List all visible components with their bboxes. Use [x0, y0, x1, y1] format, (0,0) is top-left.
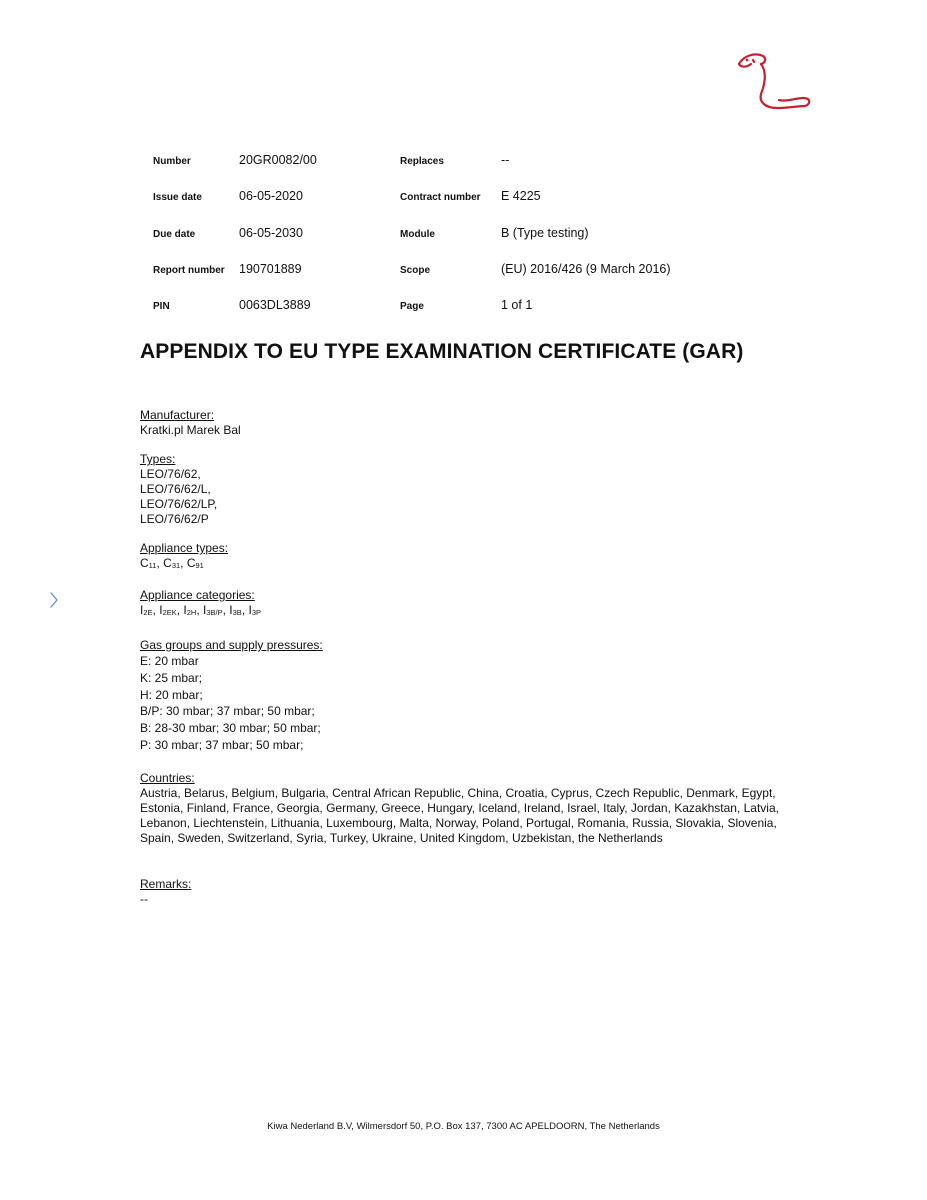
appliance-types-heading: Appliance types: — [140, 541, 229, 555]
issue-date-label: Issue date — [153, 192, 202, 203]
types-heading: Types: — [140, 452, 176, 466]
appliance-category-item: $I_{2H}$, — [183, 603, 204, 617]
contract-number-value: E 4225 — [501, 189, 541, 203]
due-date-label: Due date — [153, 229, 196, 240]
appliance-categories-heading: Appliance categories: — [140, 588, 255, 602]
type-item: LEO/76/62/L, — [140, 482, 211, 496]
issue-date-value: 06-05-2020 — [239, 189, 303, 203]
appliance-types-section — [140, 541, 228, 571]
footer-address: Kiwa Nederland B.V, Wilmersdorf 50, P.O. Box 137, 7300 AC APELDOORN, The Netherlands — [267, 1121, 660, 1132]
appliance-category-item: $I_{3B/P}$, — [203, 603, 230, 617]
appliance-type-item: $C_{91}$ — [186, 556, 204, 570]
appliance-category-item: $I_{3B}$, — [229, 603, 249, 617]
appliance-category-item: $I_{2EK}$, — [159, 603, 184, 617]
due-date-value: 06-05-2030 — [239, 226, 303, 240]
countries-section — [140, 771, 800, 846]
gas-group-item: P: 30 mbar; 37 mbar; 50 mbar; — [140, 737, 304, 752]
document-title: APPENDIX TO EU TYPE EXAMINATION CERTIFICATE (GAR) — [140, 340, 744, 363]
gas-group-item: K: 25 mbar; — [140, 670, 203, 685]
contract-number-label: Contract number — [400, 192, 481, 203]
countries-list: Austria, Belarus, Belgium, Bulgaria, Central African Republic, China, Croatia, Cyprus, Czech Republic, Denmark, Egypt, Estonia, Finland, France, Georgia, Germany, Greece, Hungary, Iceland, Ireland, Israel, Italy, Jordan, Kazakhstan, Latvia, Lebanon, Liechtenstein, Lithuania, Luxembourg, Malta, Norway, Poland, Portugal, Romania, Russia, Slovakia, Slovenia, Spain, Sweden, Switzerland, Syria, Turkey, Ukraine, United Kingdom, Uzbekistan, the Netherlands — [140, 786, 779, 845]
module-value: B (Type testing) — [501, 226, 589, 240]
scope-label: Scope — [400, 265, 431, 276]
gas-groups-heading: Gas groups and supply pressures: — [140, 638, 323, 652]
page-label: Page — [400, 301, 424, 312]
type-item: LEO/76/62/LP, — [140, 497, 218, 511]
replaces-label: Replaces — [400, 156, 444, 167]
module-label: Module — [400, 229, 435, 240]
chevron-right-icon[interactable] — [48, 590, 60, 610]
manufacturer-value: Kratki.pl Marek Bal — [140, 423, 241, 437]
kiwa-logo — [733, 50, 813, 116]
gas-group-item: E: 20 mbar — [140, 654, 199, 668]
gas-group-item: B: 28-30 mbar; 30 mbar; 50 mbar; — [140, 721, 321, 736]
manufacturer-section — [140, 408, 241, 438]
gas-group-item: B/P: 30 mbar; 37 mbar; 50 mbar; — [140, 704, 315, 719]
countries-heading: Countries: — [140, 771, 195, 785]
gas-groups-section — [140, 638, 323, 754]
remarks-heading: Remarks: — [140, 877, 192, 891]
report-number-label: Report number — [153, 265, 225, 276]
appliance-types-list — [140, 556, 228, 571]
pin-value: 0063DL3889 — [239, 298, 311, 312]
appliance-type-item: $C_{11}$, — [140, 556, 164, 570]
type-item: LEO/76/62/P — [140, 512, 209, 526]
report-number-value: 190701889 — [239, 262, 302, 276]
remarks-section — [140, 877, 191, 907]
appliance-category-item: $I_{2E}$, — [140, 603, 160, 617]
manufacturer-heading: Manufacturer: — [140, 408, 215, 422]
pin-label: PIN — [153, 301, 170, 312]
page-value: 1 of 1 — [501, 298, 533, 312]
number-label: Number — [153, 156, 191, 167]
scope-value: (EU) 2016/426 (9 March 2016) — [501, 262, 671, 276]
appliance-category-item: $I_{3P}$ — [248, 603, 262, 617]
gas-group-item: H: 20 mbar; — [140, 687, 203, 702]
remarks-value: -- — [140, 892, 148, 906]
replaces-value: -- — [501, 153, 510, 167]
type-item: LEO/76/62, — [140, 467, 201, 481]
types-section — [140, 452, 217, 527]
appliance-type-item: $C_{31}$, — [163, 556, 187, 570]
appliance-categories-section — [140, 588, 261, 618]
appliance-categories-list — [140, 603, 261, 618]
number-value: 20GR0082/00 — [239, 153, 317, 167]
